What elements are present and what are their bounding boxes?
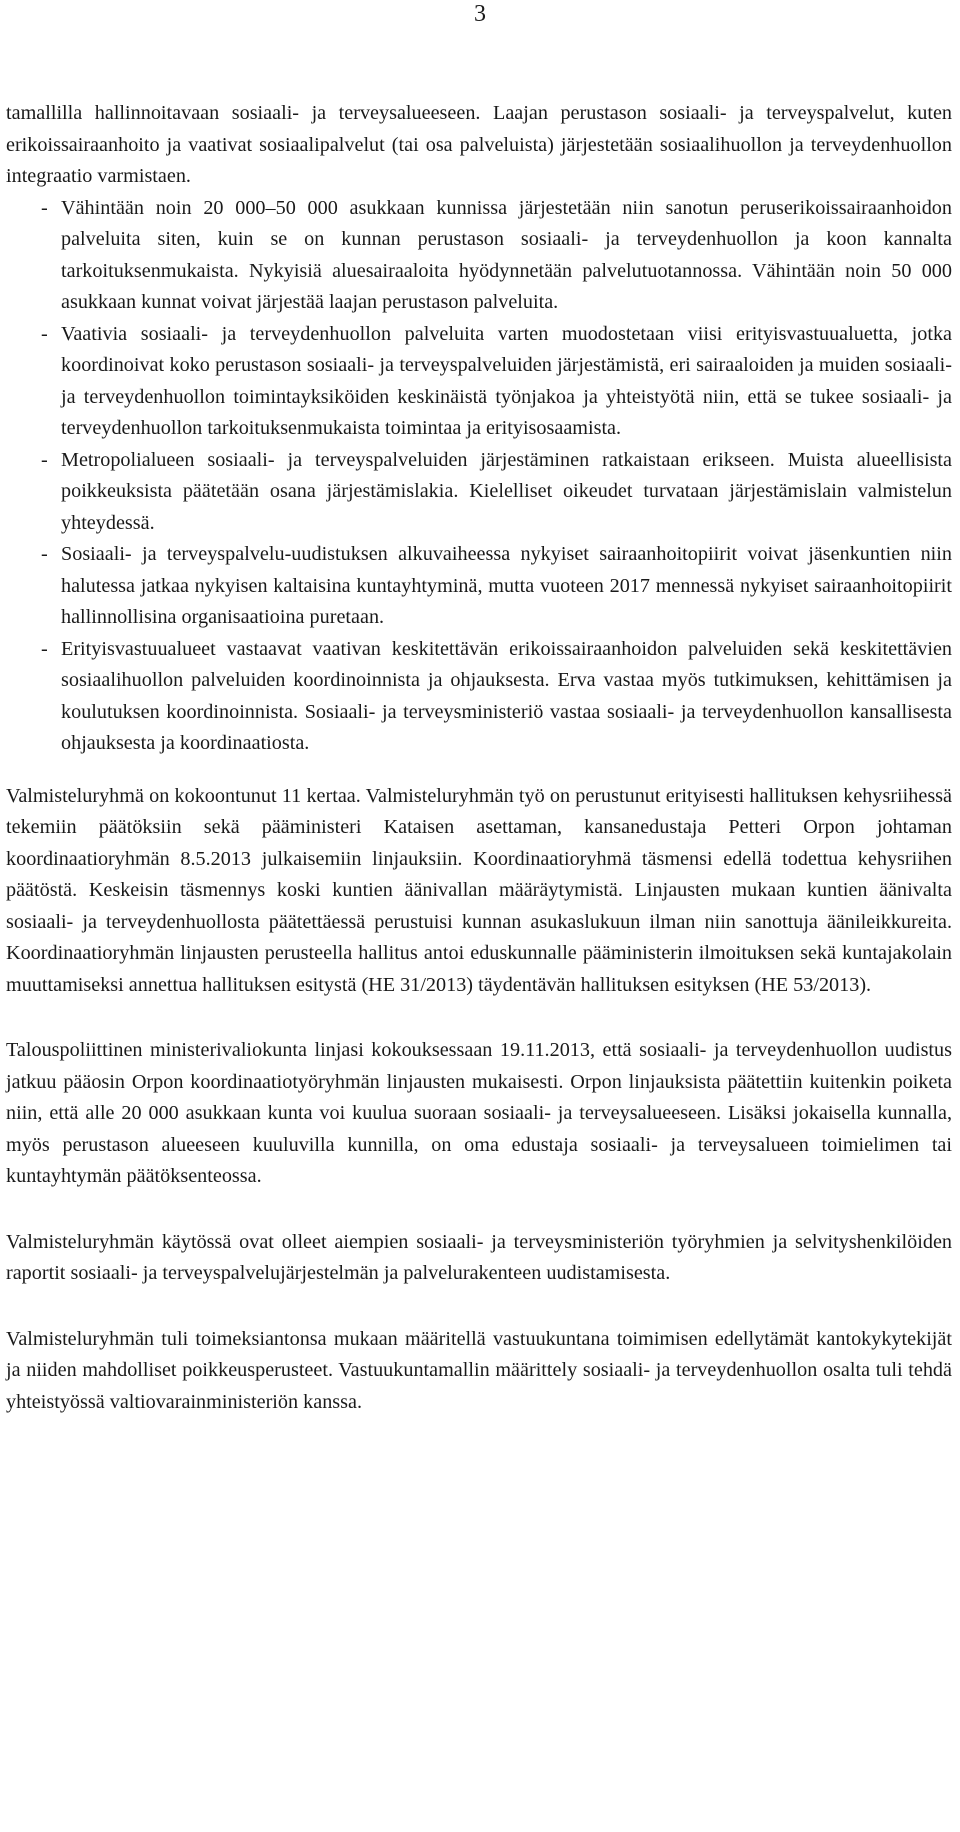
- body-paragraph: Valmisteluryhmän tuli toimeksiantonsa mukaan määritellä vastuukuntana toimimisen edellytämät kantokykytekijät ja niiden mahdolliset poikkeusperusteet. Vastuukuntamallin määrittely sosiaali- ja terveydenhuollon osalta tuli tehdä yhteistyössä valtiovarainministeriön kanssa.: [6, 1327, 952, 1413]
- bullet-dash: -: [41, 448, 48, 471]
- bullet-dash: -: [41, 637, 48, 660]
- document-body: [6, 98, 952, 1418]
- list-item: [6, 193, 952, 319]
- list-item: [6, 634, 952, 760]
- bullet-text: Vaativia sosiaali- ja terveydenhuollon palveluita varten muodostetaan viisi erityisvastuualuetta, jotka koordinoivat koko perustason sosiaali- ja terveyspalveluiden järjestämistä, eri sairaaloiden ja muiden sosiaali- ja terveydenhuollon toimintayksiköiden keskinäistä työnjakoa ja yhteistyötä niin, että se tukee sosiaali- ja terveydenhuollon tarkoituksenmukaista toimintaa ja erityisosaamista.: [61, 322, 952, 439]
- list-item: [6, 445, 952, 540]
- list-item: [6, 539, 952, 634]
- bullet-text: Metropolialueen sosiaali- ja terveyspalveluiden järjestäminen ratkaistaan erikseen. Muista alueellisista poikkeuksista päätetään osana järjestämislakia. Kielelliset oikeudet turvataan järjestämislain valmistelun yhteydessä.: [61, 448, 952, 534]
- bullet-dash: -: [41, 196, 48, 219]
- intro-paragraph: tamallilla hallinnoitavaan sosiaali- ja terveysalueeseen. Laajan perustason sosiaali- ja terveyspalvelut, kuten erikoissairaanhoito ja vaativat sosiaalipalvelut (tai osa palveluista) järjestetään sosiaalihuollon ja terveydenhuollon integraatio varmistaen.: [6, 102, 952, 187]
- body-paragraph: Talouspoliittinen ministerivaliokunta linjasi kokouksessaan 19.11.2013, että sosiaali- ja terveydenhuollon uudistus jatkuu pääosin Orpon koordinaatiotyöryhmän linjausten mukaisesti. Orpon linjauksista päätettiin kuitenkin poiketa niin, että alle 20 000 asukkaan kunta voi kuulua suoraan sosiaali- ja terveysalueeseen. Lisäksi jokaisella kunnalla, myös perustason alueeseen kuuluvilla kunnilla, on oma edustaja sosiaali- ja terveysalueen toimielimen tai kuntayhtymän päätöksenteossa.: [6, 1039, 952, 1187]
- bullet-text: Sosiaali- ja terveyspalvelu-uudistuksen alkuvaiheessa nykyiset sairaanhoitopiirit voivat jäsenkuntien niin halutessa jatkaa nykyisen kaltaisina kuntayhtyminä, mutta vuoteen 2017 mennessä nykyiset sairaanhoitopiirit hallinnollisina organisaatioina puretaan.: [61, 543, 952, 628]
- page-number: 3: [474, 1, 486, 27]
- list-item: [6, 319, 952, 445]
- bullet-text: Erityisvastuualueet vastaavat vaativan keskitettävän erikoissairaanhoidon palveluiden sekä keskitettävien sosiaalihuollon palveluiden koordinoinnista ja ohjauksesta. Erva vastaa myös tutkimuksen, kehittämisen ja koulutuksen koordinoinnista. Sosiaali- ja terveysministeriö vastaa sosiaali- ja terveydenhuollon kansallisesta ohjauksesta ja koordinaatiosta.: [61, 637, 952, 754]
- bullet-dash: -: [41, 543, 48, 565]
- body-paragraph: Valmisteluryhmän käytössä ovat olleet aiempien sosiaali- ja terveysministeriön työryhmien ja selvityshenkilöiden raportit sosiaali- ja terveyspalvelujärjestelmän ja palvelurakenteen uudistamisesta.: [6, 1230, 952, 1284]
- bullet-list: [6, 193, 952, 760]
- bullet-text: Vähintään noin 20 000–50 000 asukkaan kunnissa järjestetään niin sanotun peruserikoissairaanhoidon palveluita siten, kuin se on kunnan perustason sosiaali- ja terveydenhuollon ja koon kannalta tarkoituksenmukaista. Nykyisiä aluesairaaloita hyödynnetään palvelutuotannossa. Vähintään noin 50 000 asukkaan kunnat voivat järjestää laajan perustason palveluita.: [61, 196, 952, 313]
- bullet-dash: -: [41, 322, 48, 345]
- body-paragraph: Valmisteluryhmä on kokoontunut 11 kertaa. Valmisteluryhmän työ on perustunut erityisesti hallituksen kehysriihessä tekemiin päätöksiin sekä pääministeri Kataisen asettaman, kansanedustaja Petteri Orpon johtaman koordinaatioryhmän 8.5.2013 julkaisemiin linjauksiin. Koordinaatioryhmä täsmensi edellä todettua kehysriihen päätöstä. Keskeisin täsmennys koski kuntien äänivallan määräytymistä. Linjausten mukaan kuntien äänivalta sosiaali- ja terveydenhuollosta päätettäessä perustuisi kunnan asukaslukuun ilman niin sanottuja äänileikkureita. Koordinaatioryhmän linjausten perusteella hallitus antoi eduskunnalle pääministerin ilmoituksen sekä kuntajakolain muuttamiseksi annettua hallituksen esitystä (HE 31/2013) täydentävän hallituksen esityksen (HE 53/2013).: [6, 784, 952, 996]
